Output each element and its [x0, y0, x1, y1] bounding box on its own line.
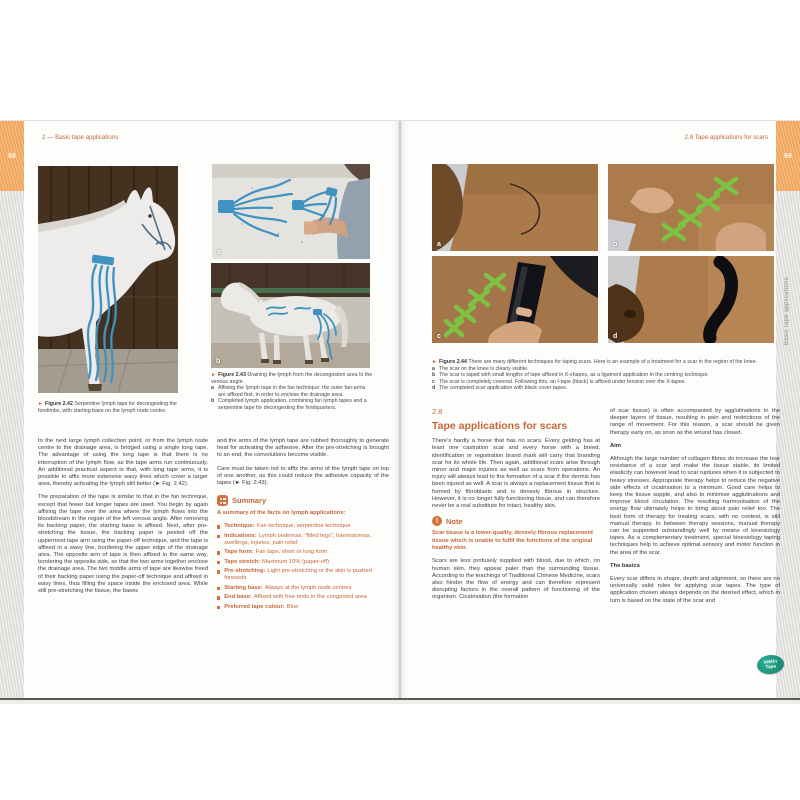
caption-item — [211, 385, 373, 398]
caption-text: Serpentine lymph tape for decongesting the forelimbs, with starting base on the lymph node centre. — [38, 401, 177, 414]
right-page — [408, 121, 778, 698]
caption-item — [432, 379, 776, 386]
caption-item-text: The scar on the knee is clearly visible. — [439, 365, 529, 372]
basics-subheading: The basics — [610, 562, 640, 569]
logo-text-line1: Vetkin — [763, 658, 778, 665]
bullet-icon — [217, 561, 220, 564]
running-header-right: 2.8 Tape applications for scars — [684, 134, 768, 141]
figure-label: Figure 2.43 — [217, 372, 246, 378]
note-title: Note — [446, 516, 463, 526]
bullet-icon — [217, 596, 220, 599]
photo-label-d: d — [613, 333, 618, 340]
figure-2-44b-photo — [608, 164, 774, 251]
caption-item-text: Affixing the lymph tape in the fan technique: the outer fan-arms are affixed first, in order to enclose the drainage area. — [218, 385, 366, 398]
right-page-column-1 — [432, 408, 600, 608]
photo-label-b: b — [613, 241, 618, 248]
caption-arrow-icon: ► — [432, 359, 437, 365]
caption-item — [432, 372, 776, 379]
caption-text: Draining the lymph from the decongestion area to the venous angle. — [211, 372, 373, 385]
summary-item-text: Blue — [286, 603, 299, 610]
left-page-column-2 — [217, 438, 389, 613]
left-page-column-1 — [38, 438, 208, 601]
summary-item-text: Maximum 10% (paper-off) — [262, 558, 330, 565]
figure-2-44-caption — [432, 359, 776, 392]
body-paragraph: There's hardly a horse that has no scars. Every gelding has at least one castration scar and every horse with a breed, identification or registration brand mark will carry that branding scar for its whole life. Then again, additional scars arise through minor and major injuries as well as scars from operations. An injury will always lead to the formation of a scar if the dermis has been injured as well. A scar is always a replacement tissue that is formed by fibroblasts and is densely fibrous in structure. However, it is no longer fully functioning tissue, and can therefore never be a real substitute for intact, healthy skin. — [432, 438, 600, 510]
caption-item-label: b — [432, 372, 436, 379]
photo-label-a: a — [217, 249, 221, 256]
figure-2-43-caption — [211, 372, 373, 412]
summary-list-icon — [217, 495, 228, 506]
summary-item — [217, 533, 389, 547]
page-stack-left — [0, 191, 24, 698]
book-spine-gutter — [392, 121, 408, 698]
caption-item-text: Completed lymph application, combining fan lymph tapes and a serpentine tape for decongesting the hindquarters. — [218, 398, 367, 411]
figure-2-43a-photo — [212, 164, 370, 259]
caption-item — [432, 366, 776, 373]
summary-item-label: Indications: — [224, 532, 257, 539]
bullet-icon — [217, 551, 220, 554]
caption-item-label: a — [211, 385, 214, 392]
caption-arrow-icon: ► — [38, 401, 43, 407]
chapter-tab-right — [776, 121, 800, 191]
summary-title: Summary — [232, 496, 267, 506]
figure-label: Figure 2.42 — [44, 401, 73, 407]
caption-item-label: d — [432, 385, 436, 392]
note-exclamation-icon: ! — [432, 516, 442, 526]
figure-2-42-caption — [38, 401, 181, 414]
figure-2-42-photo — [38, 166, 178, 393]
caption-item-label: a — [432, 365, 435, 372]
bullet-icon — [217, 570, 220, 573]
summary-item-label: Pre-stretching: — [224, 568, 266, 575]
body-paragraph: Every scar differs in shape, depth and alignment, so there are no universally valid rules for applying scar tapes. The type of application chosen always depends on the desired effect, which in turn is based on the state of the scar and — [610, 576, 780, 604]
page-number-right: 69 — [784, 152, 792, 160]
figure-2-44c-photo — [432, 256, 598, 343]
body-paragraph: The preparation of the tape is similar to that in the fan technique, except that fewer but longer tapes are used. You begin by again affixing the tape over the area where the lymph flows into the bloodstream in the region of the left venous angle. After removing its backing paper, the starting base is affixed. Next, after pre-stretching the tissue, the backing paper is peeled off the uppermost tape arm using the paper-off technique, and the tape is affixed in a wavy line, bordering the upper edge of the drainage area. The opposite arm of tape is then affixed in the same way, bordering the opposite side, so that the two arms together enclose the drainage area. The two middle arms of tape are likewise freed of their backing paper using the paper-off technique and affixed in wavy lines, thus filling the space inside the enclosed area. While still pre-stretching the tissue, the bases — [38, 494, 208, 595]
summary-item-label: Starting base: — [224, 584, 263, 591]
summary-item-label: Technique: — [224, 523, 255, 530]
figure-2-43b-photo — [211, 263, 370, 368]
summary-item — [217, 549, 389, 556]
caption-item-text: The scar is taped with small lengths of tape affixed in X-shapes, as a ligament application in the centring technique. — [439, 372, 709, 379]
summary-item-label: Preferred tape colour: — [224, 603, 285, 610]
summary-item-label: End base: — [224, 594, 252, 601]
caption-arrow-icon: ► — [211, 372, 216, 378]
bullet-icon — [217, 535, 220, 538]
bullet-icon — [217, 606, 220, 609]
section-number: 2.8 — [432, 407, 443, 416]
photo-label-c: c — [437, 333, 441, 340]
summary-item-text: Light pre-stretching or the skin is pushed forwards — [224, 568, 372, 582]
body-paragraph: and the arms of the lymph tape are rubbed thoroughly to generate heat for activating the adhesive. After the pre-stretching is brought to an end, the convolutions become visible. — [217, 438, 389, 459]
page-number-left: 68 — [8, 152, 16, 160]
body-paragraph: to the next large lymph collection point, or from the lymph node centre to the drainage area, is bridged using a single long tape. The advantage of using the long tape is that there is no interruption of the lymph flow, as the tape arms run continuously. An additional practical aspect is that, with long tape arms, it is possible to affix more extensive wavy lines which cover a larger area, thereby activating the lymph still better (► Fig. 2.42). — [38, 438, 208, 488]
summary-item-text: Affixed with free ends in the congested area — [253, 594, 367, 601]
caption-item-label: b — [211, 398, 215, 405]
photo-label-b: b — [216, 358, 221, 365]
summary-item — [217, 585, 389, 592]
body-paragraph: Care must be taken not to affix the arms of the lymph tape on top of one another, as this could reduce the adhesive capacity of the tapes (► Fig. 2.43). — [217, 465, 389, 487]
black-i-tape-application-illustration — [432, 256, 598, 343]
logo-text-line2: Tape — [765, 662, 777, 670]
summary-box — [217, 495, 389, 611]
page-edge-left — [0, 121, 24, 698]
body-paragraph: Although the large number of collagen fibres do increase the tear resistance of a scar and make the tissue stable, its limited elasticity can however lead to scar ruptures when it is subjected to heavy stresses. Appropriate therapy helps to reduce the negative side effects of cicatrisation to a minimum. Good care helps to keep the tissue supple, and also to minimise agglutinations and improve blood circulation. The resulting harmonisation of the energy flow ultimately helps to bring about pain relief too. The best form of therapy for treating scars, with no contest, is still manual therapy. In between therapy sessions, manual therapy can be supported outstandingly well by means of kinesiology tapes. As a complementary treatment, special kinesiology taping techniques help to achieve optimal sensory and motor function in the area of the scar. — [610, 456, 780, 556]
left-page — [24, 121, 392, 698]
photo-label-a: a — [437, 241, 441, 248]
figure-2-44d-photo — [608, 256, 774, 343]
summary-item — [217, 559, 389, 566]
caption-item-label: c — [432, 378, 435, 385]
figure-label: Figure 2.44 — [438, 359, 467, 365]
section-title: Tape applications for scars — [432, 420, 568, 433]
chapter-tab-left — [0, 121, 24, 191]
book-spread — [0, 120, 800, 700]
summary-item — [217, 568, 389, 582]
green-x-tapes-illustration — [608, 164, 774, 251]
summary-lead: A summary of the facts on lymph applications: — [217, 510, 346, 517]
summary-item-label: Tape form: — [224, 549, 254, 556]
caption-item — [432, 385, 776, 392]
black-cover-tape-illustration — [608, 256, 774, 343]
summary-item-text: Lymph oedemas, "filled legs", haematomas, swellings, injuries, pain relief — [224, 532, 372, 546]
summary-item-text: Fan tape, short or long form — [255, 549, 328, 556]
body-paragraph: of scar tissue) is often accompanied by agglutinations in the deeper layers of tissue, resulting in pain and restrictions of the range of movement. For this reason, a scar should be given therapy early on, as soon as the wound has closed. — [610, 408, 780, 436]
caption-item — [211, 398, 373, 411]
summary-item — [217, 523, 389, 530]
fan-tape-application-illustration — [212, 164, 370, 259]
full-horse-tapes-illustration — [211, 263, 370, 368]
running-header-left: 2 — Basic tape applications — [42, 134, 119, 141]
figure-2-44a-photo — [432, 164, 598, 251]
summary-item-text: Always at the lymph node centres — [264, 584, 352, 591]
note-box — [432, 516, 600, 552]
caption-item-text: The completed scar application with black cover tapes. — [439, 385, 568, 392]
caption-item-text: The scar is completely covered. Following this, an I-tape (black) is affixed under tension over the X-tapes. — [439, 378, 686, 385]
knee-scar-illustration — [432, 164, 598, 251]
body-paragraph: Scars are less profusely supplied with blood, due to which, on human skin, they appear paler than the surrounding tissue. According to the teachings of Traditional Chinese Medicine, scars also hinder the flow of energy and can therefore represent disrupting factors in the overall pattern of functioning of the organism. Cicatrisation (the formation — [432, 558, 600, 601]
bullet-icon — [217, 587, 220, 590]
summary-item-label: Tape stretch: — [224, 558, 261, 565]
chapter-edge-label: Basic tape applications — [784, 277, 790, 346]
aim-subheading: Aim — [610, 442, 621, 449]
summary-item-text: Fan technique, serpentine technique — [256, 523, 351, 530]
summary-item — [217, 604, 389, 611]
right-page-column-2 — [610, 408, 780, 611]
horse-neck-serpentine-tape-illustration — [38, 166, 178, 393]
bullet-icon — [217, 525, 220, 528]
note-text: Scar tissue is a lower-quality, densely fibrous replacement tissue which is unable to fulfil the functions of the original healthy skin. — [432, 530, 593, 552]
caption-text: There are many different techniques for taping scars. Here is an example of a treatment for a scar in the region of the knee. — [468, 359, 758, 365]
summary-item — [217, 594, 389, 601]
